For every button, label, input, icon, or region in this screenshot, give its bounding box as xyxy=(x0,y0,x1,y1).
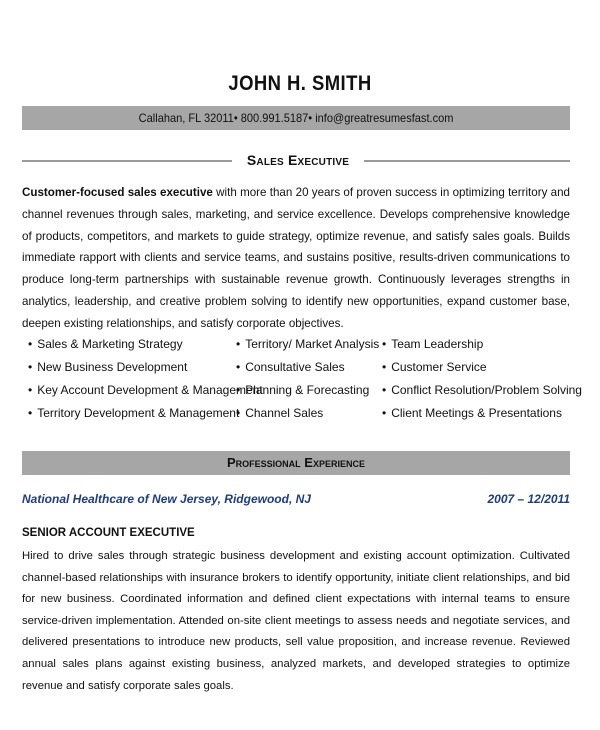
summary-paragraph xyxy=(22,182,570,335)
contact-info: Callahan, FL 32011• 800.991.5187• info@greatresumesfast.com xyxy=(138,111,454,125)
skills-column-1 xyxy=(28,333,263,425)
skill-item: • Team Leadership xyxy=(382,333,582,356)
skill-item: • New Business Development xyxy=(28,356,263,379)
skill-item: • Channel Sales xyxy=(236,402,379,425)
job-company: National Healthcare of New Jersey, Ridgewood, NJ xyxy=(22,492,311,506)
skill-item: • Conflict Resolution/Problem Solving xyxy=(382,379,582,402)
skills-column-2 xyxy=(236,333,379,425)
job-description: Hired to drive sales through strategic business development and existing account optimization. Cultivated channel-based relationships with insurance brokers to identify opportunity, initiate client relationships, and bid for new business. Coordinated information and defined client expectations with internal teams to ensure service-driven implementation. Attended on-site client meetings to assess needs and negotiate services, and delivered presentations to introduce new products, sell value proposition, and increase revenue. Reviewed annual sales plans against existing business, analyzed markets, and developed strategies to optimize revenue and satisfy corporate sales goals. xyxy=(22,550,570,692)
job-header xyxy=(22,492,570,512)
summary-lead: Customer-focused sales executive xyxy=(22,186,213,199)
contact-bar xyxy=(22,106,570,130)
skill-item: • Client Meetings & Presentations xyxy=(382,402,582,425)
skills-list xyxy=(22,333,582,429)
headline-row xyxy=(22,148,570,172)
skill-item: • Territory Development & Management xyxy=(28,402,263,425)
summary-text: with more than 20 years of proven success in optimizing territory and channel revenues through sales, marketing, and service excellence. Develops comprehensive knowledge of products, competitors, and markets to guide strategy, optimize revenue, and satisfy sales goals. Builds immediate rapport with clients and service teams, and sustains positive, results-driven communications to produce long-term partnerships with sustainable revenue growth. Continuously leverages strengths in analytics, leadership, and creative problem solving to identify new opportunities, expand customer base, deepen existing relationships, and satisfy corporate objectives. xyxy=(22,186,571,330)
section-heading-experience: Professional Experience xyxy=(22,451,570,475)
skill-item: • Key Account Development & Management xyxy=(28,379,263,402)
candidate-name: JOHN H. SMITH xyxy=(228,72,372,95)
skill-item: • Territory/ Market Analysis xyxy=(236,333,379,356)
job-dates: 2007 – 12/2011 xyxy=(487,492,570,506)
skill-item: • Customer Service xyxy=(382,356,582,379)
skill-item: • Sales & Marketing Strategy xyxy=(28,333,263,356)
skills-column-3 xyxy=(382,333,582,425)
skill-item: • Planning & Forecasting xyxy=(236,379,379,402)
headline-title: Sales Executive xyxy=(246,152,350,168)
headline-rule-left xyxy=(22,160,232,162)
job-title: SENIOR ACCOUNT EXECUTIVE xyxy=(22,527,195,539)
skill-item: • Consultative Sales xyxy=(236,356,379,379)
headline-rule-right xyxy=(364,160,570,162)
